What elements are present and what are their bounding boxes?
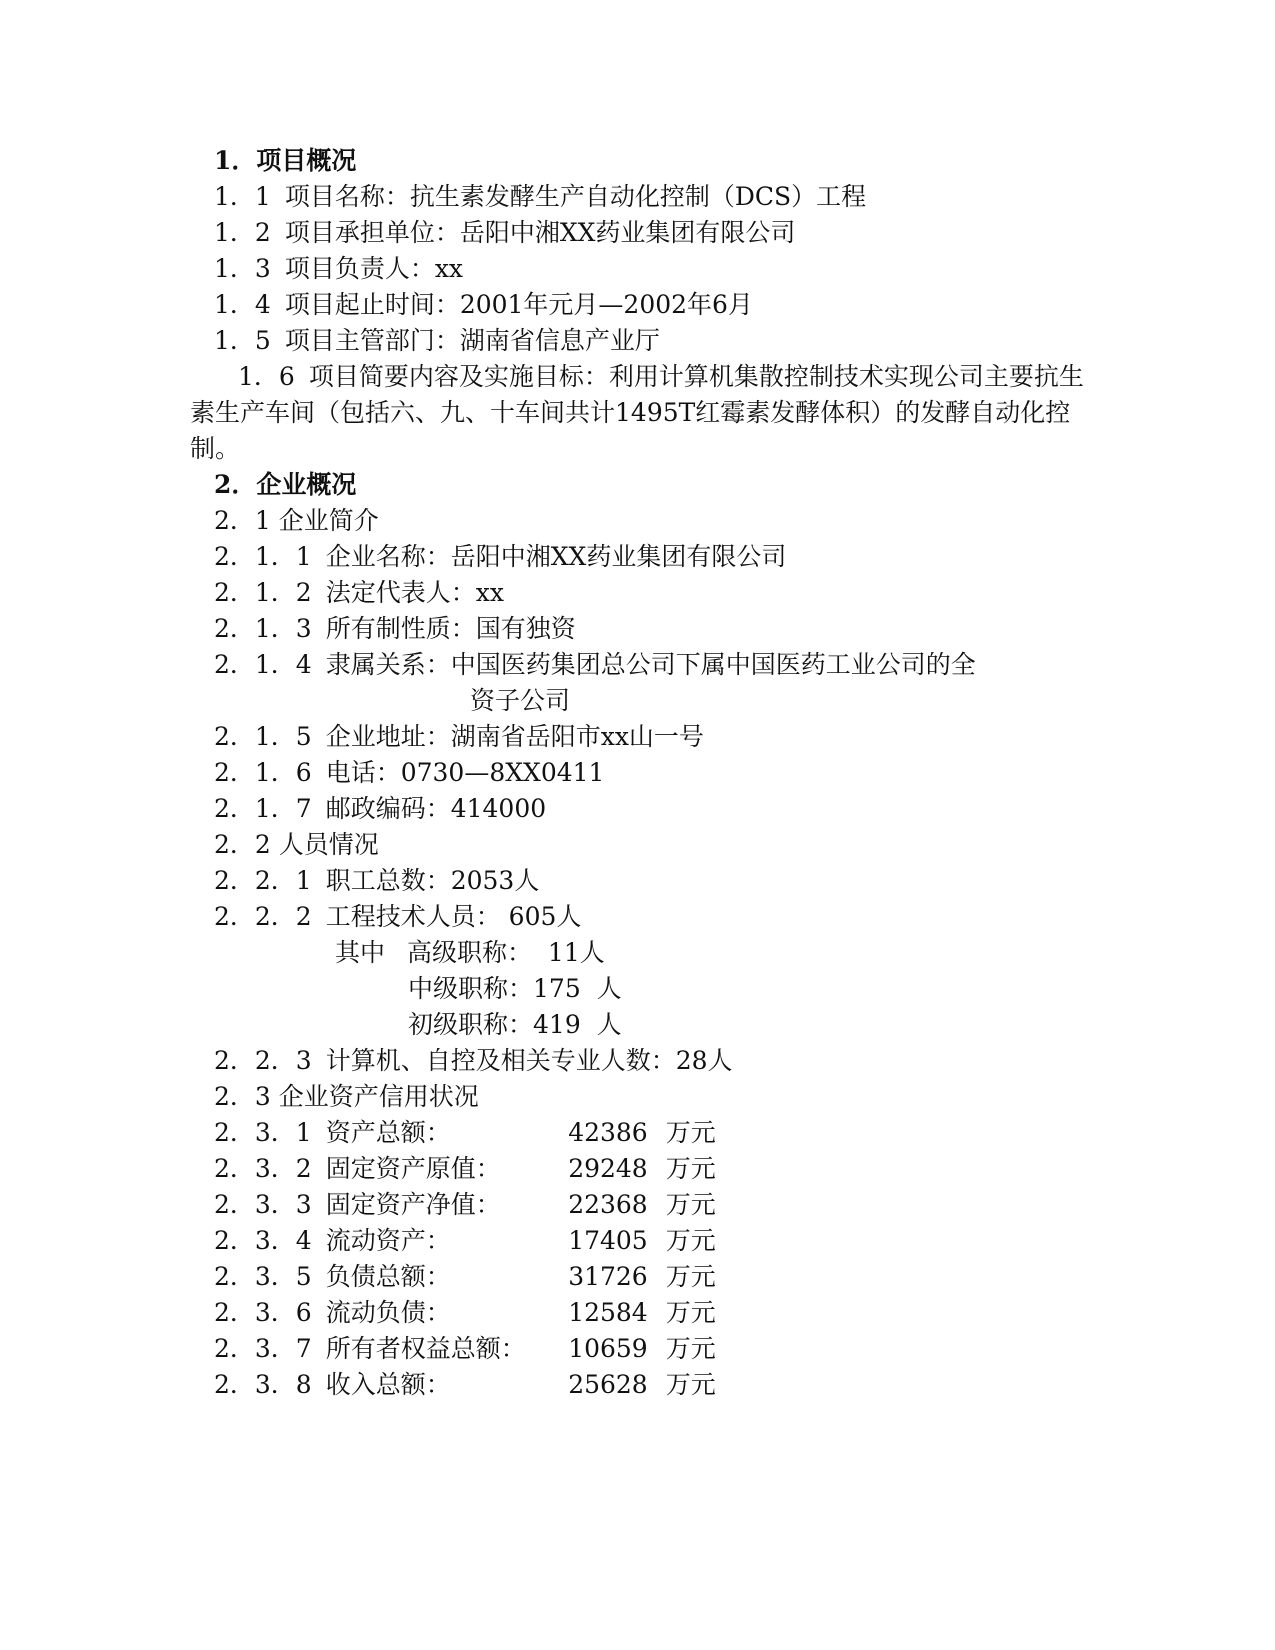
- asset-label: 固定资产原值：: [325, 1154, 501, 1183]
- item-2-1-4-continuation: 资子公司: [470, 686, 571, 715]
- breakdown-label: 高级职称：: [407, 938, 533, 967]
- item-number: 2．3．7: [214, 1334, 312, 1363]
- breakdown-value: 419 人: [533, 1010, 622, 1039]
- asset-row: [214, 1223, 716, 1259]
- item-text: 项目承担单位：岳阳中湘XX药业集团有限公司: [284, 218, 796, 247]
- item-number: 1．4: [214, 290, 271, 319]
- asset-value: 22368: [568, 1190, 648, 1219]
- section-2-2-title: 2．2 人员情况: [214, 830, 379, 859]
- item-text: 法定代表人：xx: [325, 578, 504, 607]
- asset-value: 10659: [568, 1334, 648, 1363]
- asset-row: [214, 1367, 716, 1403]
- item-2-2-1: [214, 863, 539, 899]
- item-number: 2．2．2: [214, 902, 312, 931]
- breakdown-value: 175 人: [533, 974, 622, 1003]
- item-number: 2．3．8: [214, 1370, 312, 1399]
- item-number: 2．3．4: [214, 1226, 312, 1255]
- item-number: 2．3．3: [214, 1190, 312, 1219]
- asset-unit: 万元: [665, 1118, 716, 1147]
- item-number: 2．3．6: [214, 1298, 312, 1327]
- item-text: 企业地址：湖南省岳阳市xx山一号: [325, 722, 704, 751]
- breakdown-label: 初级职称：: [408, 1010, 534, 1039]
- item-1-6: [190, 359, 1090, 467]
- section-2-3-title: 2．3 企业资产信用状况: [214, 1082, 479, 1111]
- asset-value: 25628: [568, 1370, 648, 1399]
- breakdown-row-intermediate: [408, 971, 622, 1007]
- asset-unit: 万元: [665, 1298, 716, 1327]
- item-2-1-3: [214, 611, 576, 647]
- item-text: 电话：0730—8XX0411: [325, 758, 605, 787]
- item-1-5: [214, 323, 660, 359]
- asset-row: [214, 1259, 716, 1295]
- item-text: 项目起止时间：2001年元月—2002年6月: [284, 290, 753, 319]
- item-text: 邮政编码：414000: [325, 794, 547, 823]
- item-number: 2．1．4: [214, 650, 312, 679]
- item-2-1-2: [214, 575, 504, 611]
- item-2-1-7: [214, 791, 546, 827]
- asset-row: [214, 1115, 716, 1151]
- item-2-1-1: [214, 539, 786, 575]
- item-text: 职工总数：2053人: [325, 866, 540, 895]
- item-number: 1．2: [214, 218, 271, 247]
- asset-label: 固定资产净值：: [325, 1190, 501, 1219]
- item-text: 项目简要内容及实施目标：利用计算机集散控制技术实现公司主要抗生素生产车间（包括六、九、十车间共计1495T红霉素发酵体积）的发酵自动化控制。: [190, 362, 1084, 463]
- asset-label: 资产总额：: [325, 1118, 451, 1147]
- item-text: 所有制性质：国有独资: [325, 614, 576, 643]
- item-number: 2．1．5: [214, 722, 312, 751]
- breakdown-label: 中级职称：: [408, 974, 534, 1003]
- asset-unit: 万元: [665, 1226, 716, 1255]
- item-text: 计算机、自控及相关专业人数：28人: [325, 1046, 733, 1075]
- breakdown-row-junior: [408, 1007, 622, 1043]
- asset-value: 17405: [568, 1226, 648, 1255]
- item-number: 1．6: [238, 362, 295, 391]
- item-1-1: [214, 179, 866, 215]
- section-2-1-title: 2．1 企业简介: [214, 506, 379, 535]
- item-number: 2．3．2: [214, 1154, 312, 1183]
- asset-row: [214, 1151, 716, 1187]
- item-number: 2．2．3: [214, 1046, 312, 1075]
- asset-label: 所有者权益总额：: [325, 1334, 526, 1363]
- item-2-1-6: [214, 755, 604, 791]
- item-number: 2．1．7: [214, 794, 312, 823]
- item-number: 2．1．3: [214, 614, 312, 643]
- asset-value: 31726: [568, 1262, 648, 1291]
- asset-label: 收入总额：: [325, 1370, 451, 1399]
- item-number: 2．1．6: [214, 758, 312, 787]
- asset-unit: 万元: [665, 1334, 716, 1363]
- item-number: 1．3: [214, 254, 271, 283]
- item-number: 1．5: [214, 326, 271, 355]
- asset-unit: 万元: [665, 1262, 716, 1291]
- item-text: 项目主管部门：湖南省信息产业厅: [284, 326, 660, 355]
- item-text: 项目名称：抗生素发酵生产自动化控制（DCS）工程: [284, 182, 867, 211]
- asset-value: 29248: [568, 1154, 648, 1183]
- section-2-title: 2．企业概况: [214, 470, 357, 499]
- asset-value: 12584: [568, 1298, 648, 1327]
- breakdown-value: 11人: [532, 938, 605, 967]
- asset-unit: 万元: [665, 1154, 716, 1183]
- section-1-title: 1．项目概况: [214, 146, 357, 175]
- asset-row: [214, 1295, 716, 1331]
- asset-value: 42386: [568, 1118, 648, 1147]
- item-2-1-4: [214, 647, 976, 683]
- item-text: 企业名称：岳阳中湘XX药业集团有限公司: [325, 542, 787, 571]
- asset-row: [214, 1187, 716, 1223]
- asset-row: [214, 1331, 716, 1367]
- item-2-1-5: [214, 719, 704, 755]
- item-number: 2．1．1: [214, 542, 312, 571]
- asset-label: 流动资产：: [325, 1226, 451, 1255]
- item-2-2-3: [214, 1043, 733, 1079]
- breakdown-row-senior: [335, 935, 605, 971]
- item-number: 2．3．5: [214, 1262, 312, 1291]
- item-number: 2．1．2: [214, 578, 312, 607]
- item-number: 2．3．1: [214, 1118, 312, 1147]
- item-2-2-2: [214, 899, 581, 935]
- asset-unit: 万元: [665, 1190, 716, 1219]
- breakdown-prefix: 其中: [335, 938, 386, 967]
- item-1-4: [214, 287, 753, 323]
- item-1-2: [214, 215, 795, 251]
- item-number: 1．1: [214, 182, 271, 211]
- asset-label: 负债总额：: [325, 1262, 451, 1291]
- asset-label: 流动负债：: [325, 1298, 451, 1327]
- item-number: 2．2．1: [214, 866, 312, 895]
- item-1-3: [214, 251, 463, 287]
- item-text: 隶属关系：中国医药集团总公司下属中国医药工业公司的全: [325, 650, 976, 679]
- item-text: 工程技术人员： 605人: [325, 902, 582, 931]
- item-text: 项目负责人：xx: [284, 254, 464, 283]
- asset-unit: 万元: [665, 1370, 716, 1399]
